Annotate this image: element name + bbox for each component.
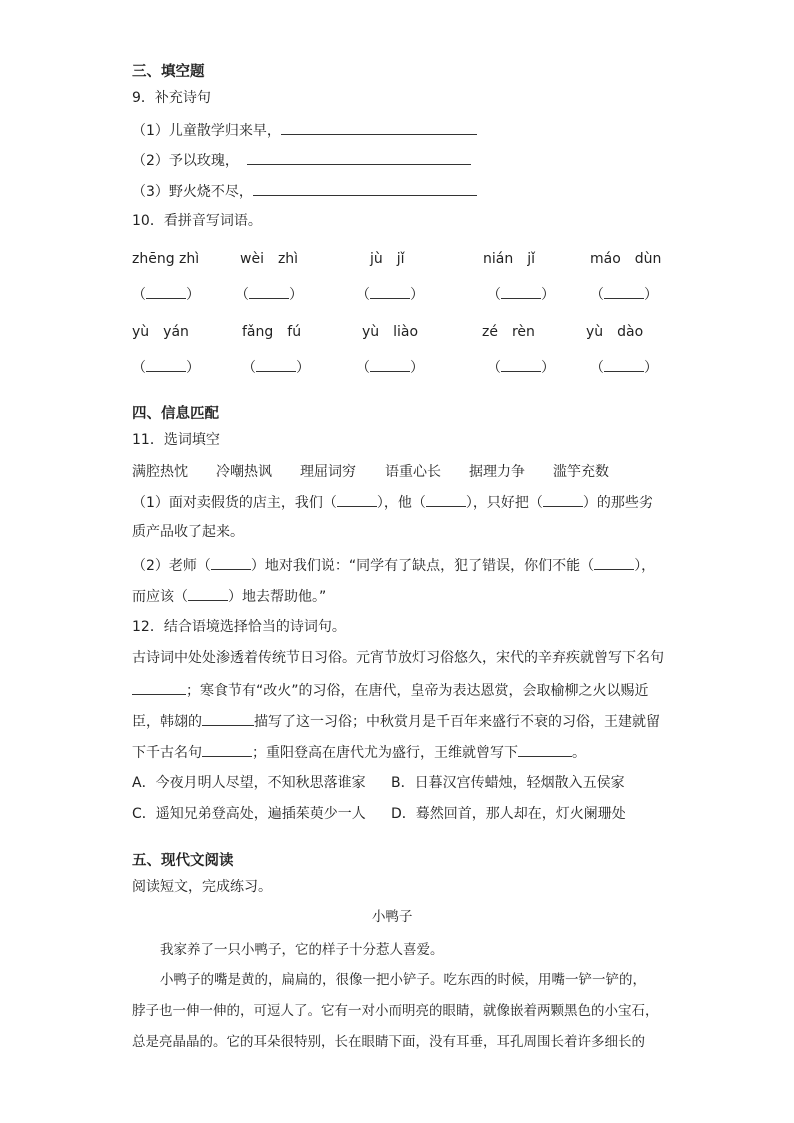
word-option: 满腔热忱 bbox=[132, 464, 188, 480]
q11-p1-text-c: ），只好把（ bbox=[465, 495, 543, 511]
paren-open: （ bbox=[132, 360, 146, 376]
q12-stem: 12．结合语境选择恰当的诗词句。 bbox=[132, 619, 346, 635]
q12-blank-2[interactable] bbox=[202, 710, 254, 726]
section-3-title: 三、填空题 bbox=[132, 64, 205, 80]
reading-intro: 阅读短文，完成练习。 bbox=[132, 879, 272, 895]
paren-open: （ bbox=[242, 360, 256, 376]
answer-paren-1-1[interactable] bbox=[132, 284, 200, 305]
q11-p2-line2-b: ）地去帮助他。” bbox=[228, 589, 327, 605]
answer-blank[interactable] bbox=[501, 284, 541, 299]
paren-open: （ bbox=[590, 287, 604, 303]
q11-part-1 bbox=[132, 492, 653, 513]
pinyin-1-3: jù jǐ bbox=[370, 251, 405, 267]
q9-item-3 bbox=[132, 180, 477, 202]
q12-blank-3[interactable] bbox=[202, 741, 252, 757]
answer-paren-2-2[interactable] bbox=[242, 357, 310, 378]
q12-l4-text-a: 下千古名句 bbox=[132, 745, 202, 761]
answer-blank[interactable] bbox=[146, 357, 186, 372]
q9-stem: 9．补充诗句 bbox=[132, 90, 211, 106]
q12-l4-text-c: 。 bbox=[572, 745, 586, 761]
paren-close: ） bbox=[296, 360, 310, 376]
q12-option-b[interactable]: B．日暮汉宫传蜡烛，轻烟散入五侯家 bbox=[391, 775, 625, 791]
answer-paren-1-4[interactable] bbox=[487, 284, 555, 305]
q11-stem: 11．选词填空 bbox=[132, 432, 220, 448]
q11-blank-3[interactable] bbox=[543, 492, 583, 507]
paren-open: （ bbox=[487, 360, 501, 376]
section-4-title: 四、信息匹配 bbox=[132, 406, 219, 422]
paren-open: （ bbox=[590, 360, 604, 376]
q11-p2-text-c: ）， bbox=[634, 558, 656, 574]
paren-open: （ bbox=[487, 287, 501, 303]
paren-close: ） bbox=[541, 360, 555, 376]
answer-blank[interactable] bbox=[604, 284, 644, 299]
q11-p2-text-b: ）地对我们说：“同学有了缺点，犯了错误，你们不能（ bbox=[250, 558, 595, 574]
q12-l3-text-a: 臣，韩翃的 bbox=[132, 714, 202, 730]
story-paragraph-2-line-1: 小鸭子的嘴是黄的，扁扁的，很像一把小铲子。吃东西的时候，用嘴一铲一铲的， bbox=[160, 972, 646, 988]
answer-blank[interactable] bbox=[249, 284, 289, 299]
answer-blank[interactable] bbox=[604, 357, 644, 372]
word-option: 语重心长 bbox=[385, 464, 441, 480]
q9-answer-blank-2[interactable] bbox=[247, 149, 471, 165]
paren-close: ） bbox=[410, 287, 424, 303]
answer-paren-1-5[interactable] bbox=[590, 284, 658, 305]
pinyin-1-4: nián jǐ bbox=[483, 251, 535, 267]
q10-stem: 10．看拼音写词语。 bbox=[132, 213, 262, 229]
paren-open: （ bbox=[235, 287, 249, 303]
answer-paren-1-2[interactable] bbox=[235, 284, 303, 305]
q12-option-a[interactable]: A．今夜月明人尽望，不知秋思落谁家 bbox=[132, 775, 366, 791]
q11-p1-text-b: ），他（ bbox=[376, 495, 426, 511]
answer-blank[interactable] bbox=[370, 357, 410, 372]
q12-l2-text: ；寒食节有“改火”的习俗，在唐代，皇帝为表达恩赏，会取榆柳之火以赐近 bbox=[186, 683, 649, 699]
story-paragraph-2-line-3: 总是亮晶晶的。它的耳朵很特别，长在眼睛下面，没有耳垂，耳孔周围长着许多细长的 bbox=[132, 1034, 645, 1050]
q12-passage-line-1: 古诗词中处处渗透着传统节日习俗。元宵节放灯习俗悠久，宋代的辛弃疾就曾写下名句 bbox=[132, 650, 664, 666]
story-title: 小鸭子 bbox=[372, 909, 413, 925]
q12-blank-4[interactable] bbox=[518, 741, 572, 757]
q9-item-2 bbox=[132, 149, 471, 171]
q9-item-2-text: （2）予以玫瑰， bbox=[132, 153, 239, 169]
answer-blank[interactable] bbox=[370, 284, 410, 299]
q11-p2-line2-a: 而应该（ bbox=[132, 589, 188, 605]
q12-option-c[interactable]: C．遥知兄弟登高处，遍插茱萸少一人 bbox=[132, 806, 366, 822]
word-option: 冷嘲热讽 bbox=[216, 464, 272, 480]
section-5-title: 五、现代文阅读 bbox=[132, 853, 234, 869]
paren-close: ） bbox=[644, 360, 658, 376]
q12-passage-line-3 bbox=[132, 710, 660, 732]
q11-p1-text-d: ）的那些劣 bbox=[582, 495, 653, 511]
paren-open: （ bbox=[132, 287, 146, 303]
answer-blank[interactable] bbox=[146, 284, 186, 299]
paren-close: ） bbox=[644, 287, 658, 303]
q12-blank-1[interactable] bbox=[132, 679, 186, 695]
q11-p2-line2 bbox=[132, 586, 326, 607]
answer-paren-2-3[interactable] bbox=[356, 357, 424, 378]
answer-blank[interactable] bbox=[256, 357, 296, 372]
q11-blank-1[interactable] bbox=[337, 492, 377, 507]
q9-answer-blank-1[interactable] bbox=[281, 119, 477, 135]
answer-paren-2-1[interactable] bbox=[132, 357, 200, 378]
pinyin-1-5: máo dùn bbox=[590, 251, 662, 267]
paren-close: ） bbox=[186, 360, 200, 376]
paren-open: （ bbox=[356, 360, 370, 376]
paren-close: ） bbox=[289, 287, 303, 303]
pinyin-1-2: wèi zhì bbox=[240, 251, 299, 267]
pinyin-2-3: yù liào bbox=[362, 324, 419, 340]
pinyin-2-1: yù yán bbox=[132, 324, 189, 340]
q12-passage-line-2 bbox=[132, 679, 649, 701]
q12-l4-text-b: ；重阳登高在唐代尤为盛行，王维就曾写下 bbox=[252, 745, 518, 761]
answer-paren-2-5[interactable] bbox=[590, 357, 658, 378]
q9-item-3-text: （3）野火烧不尽， bbox=[132, 184, 253, 200]
q11-blank-6[interactable] bbox=[188, 586, 228, 601]
story-paragraph-1: 我家养了一只小鸭子，它的样子十分惹人喜爱。 bbox=[160, 942, 444, 958]
story-paragraph-2-line-2: 脖子也一伸一伸的，可逗人了。它有一对小而明亮的眼睛，就像嵌着两颗黑色的小宝石， bbox=[132, 1003, 659, 1019]
q11-part-2 bbox=[132, 555, 655, 576]
q12-passage-line-4 bbox=[132, 741, 586, 763]
answer-blank[interactable] bbox=[501, 357, 541, 372]
q9-item-1-text: （1）儿童散学归来早， bbox=[132, 123, 281, 139]
pinyin-1-1: zhēng zhì bbox=[132, 251, 200, 267]
answer-paren-1-3[interactable] bbox=[356, 284, 424, 305]
answer-paren-2-4[interactable] bbox=[487, 357, 555, 378]
q11-p2-text-a: （2）老师（ bbox=[132, 558, 211, 574]
q11-blank-2[interactable] bbox=[426, 492, 466, 507]
word-option: 滥竽充数 bbox=[553, 464, 609, 480]
paren-close: ） bbox=[410, 360, 424, 376]
q11-p1-text-a: （1）面对卖假货的店主，我们（ bbox=[132, 495, 337, 511]
q11-p1-line2: 质产品收了起来。 bbox=[132, 524, 244, 540]
q11-blank-4[interactable] bbox=[211, 555, 251, 570]
pinyin-2-2: fǎng fú bbox=[242, 324, 302, 340]
pinyin-2-4: zé rèn bbox=[482, 324, 535, 340]
paren-open: （ bbox=[356, 287, 370, 303]
paren-close: ） bbox=[186, 287, 200, 303]
q9-item-1 bbox=[132, 119, 477, 141]
q11-blank-5[interactable] bbox=[594, 555, 634, 570]
paren-close: ） bbox=[541, 287, 555, 303]
q12-l3-text-b: 描写了这一习俗；中秋赏月是千百年来盛行不衰的习俗，王建就留 bbox=[254, 714, 660, 730]
word-option: 据理力争 bbox=[469, 464, 525, 480]
word-option: 理屈词穷 bbox=[300, 464, 356, 480]
pinyin-2-5: yù dào bbox=[586, 324, 644, 340]
q12-option-d[interactable]: D．蓦然回首，那人却在，灯火阑珊处 bbox=[391, 806, 626, 822]
q9-answer-blank-3[interactable] bbox=[253, 180, 477, 196]
